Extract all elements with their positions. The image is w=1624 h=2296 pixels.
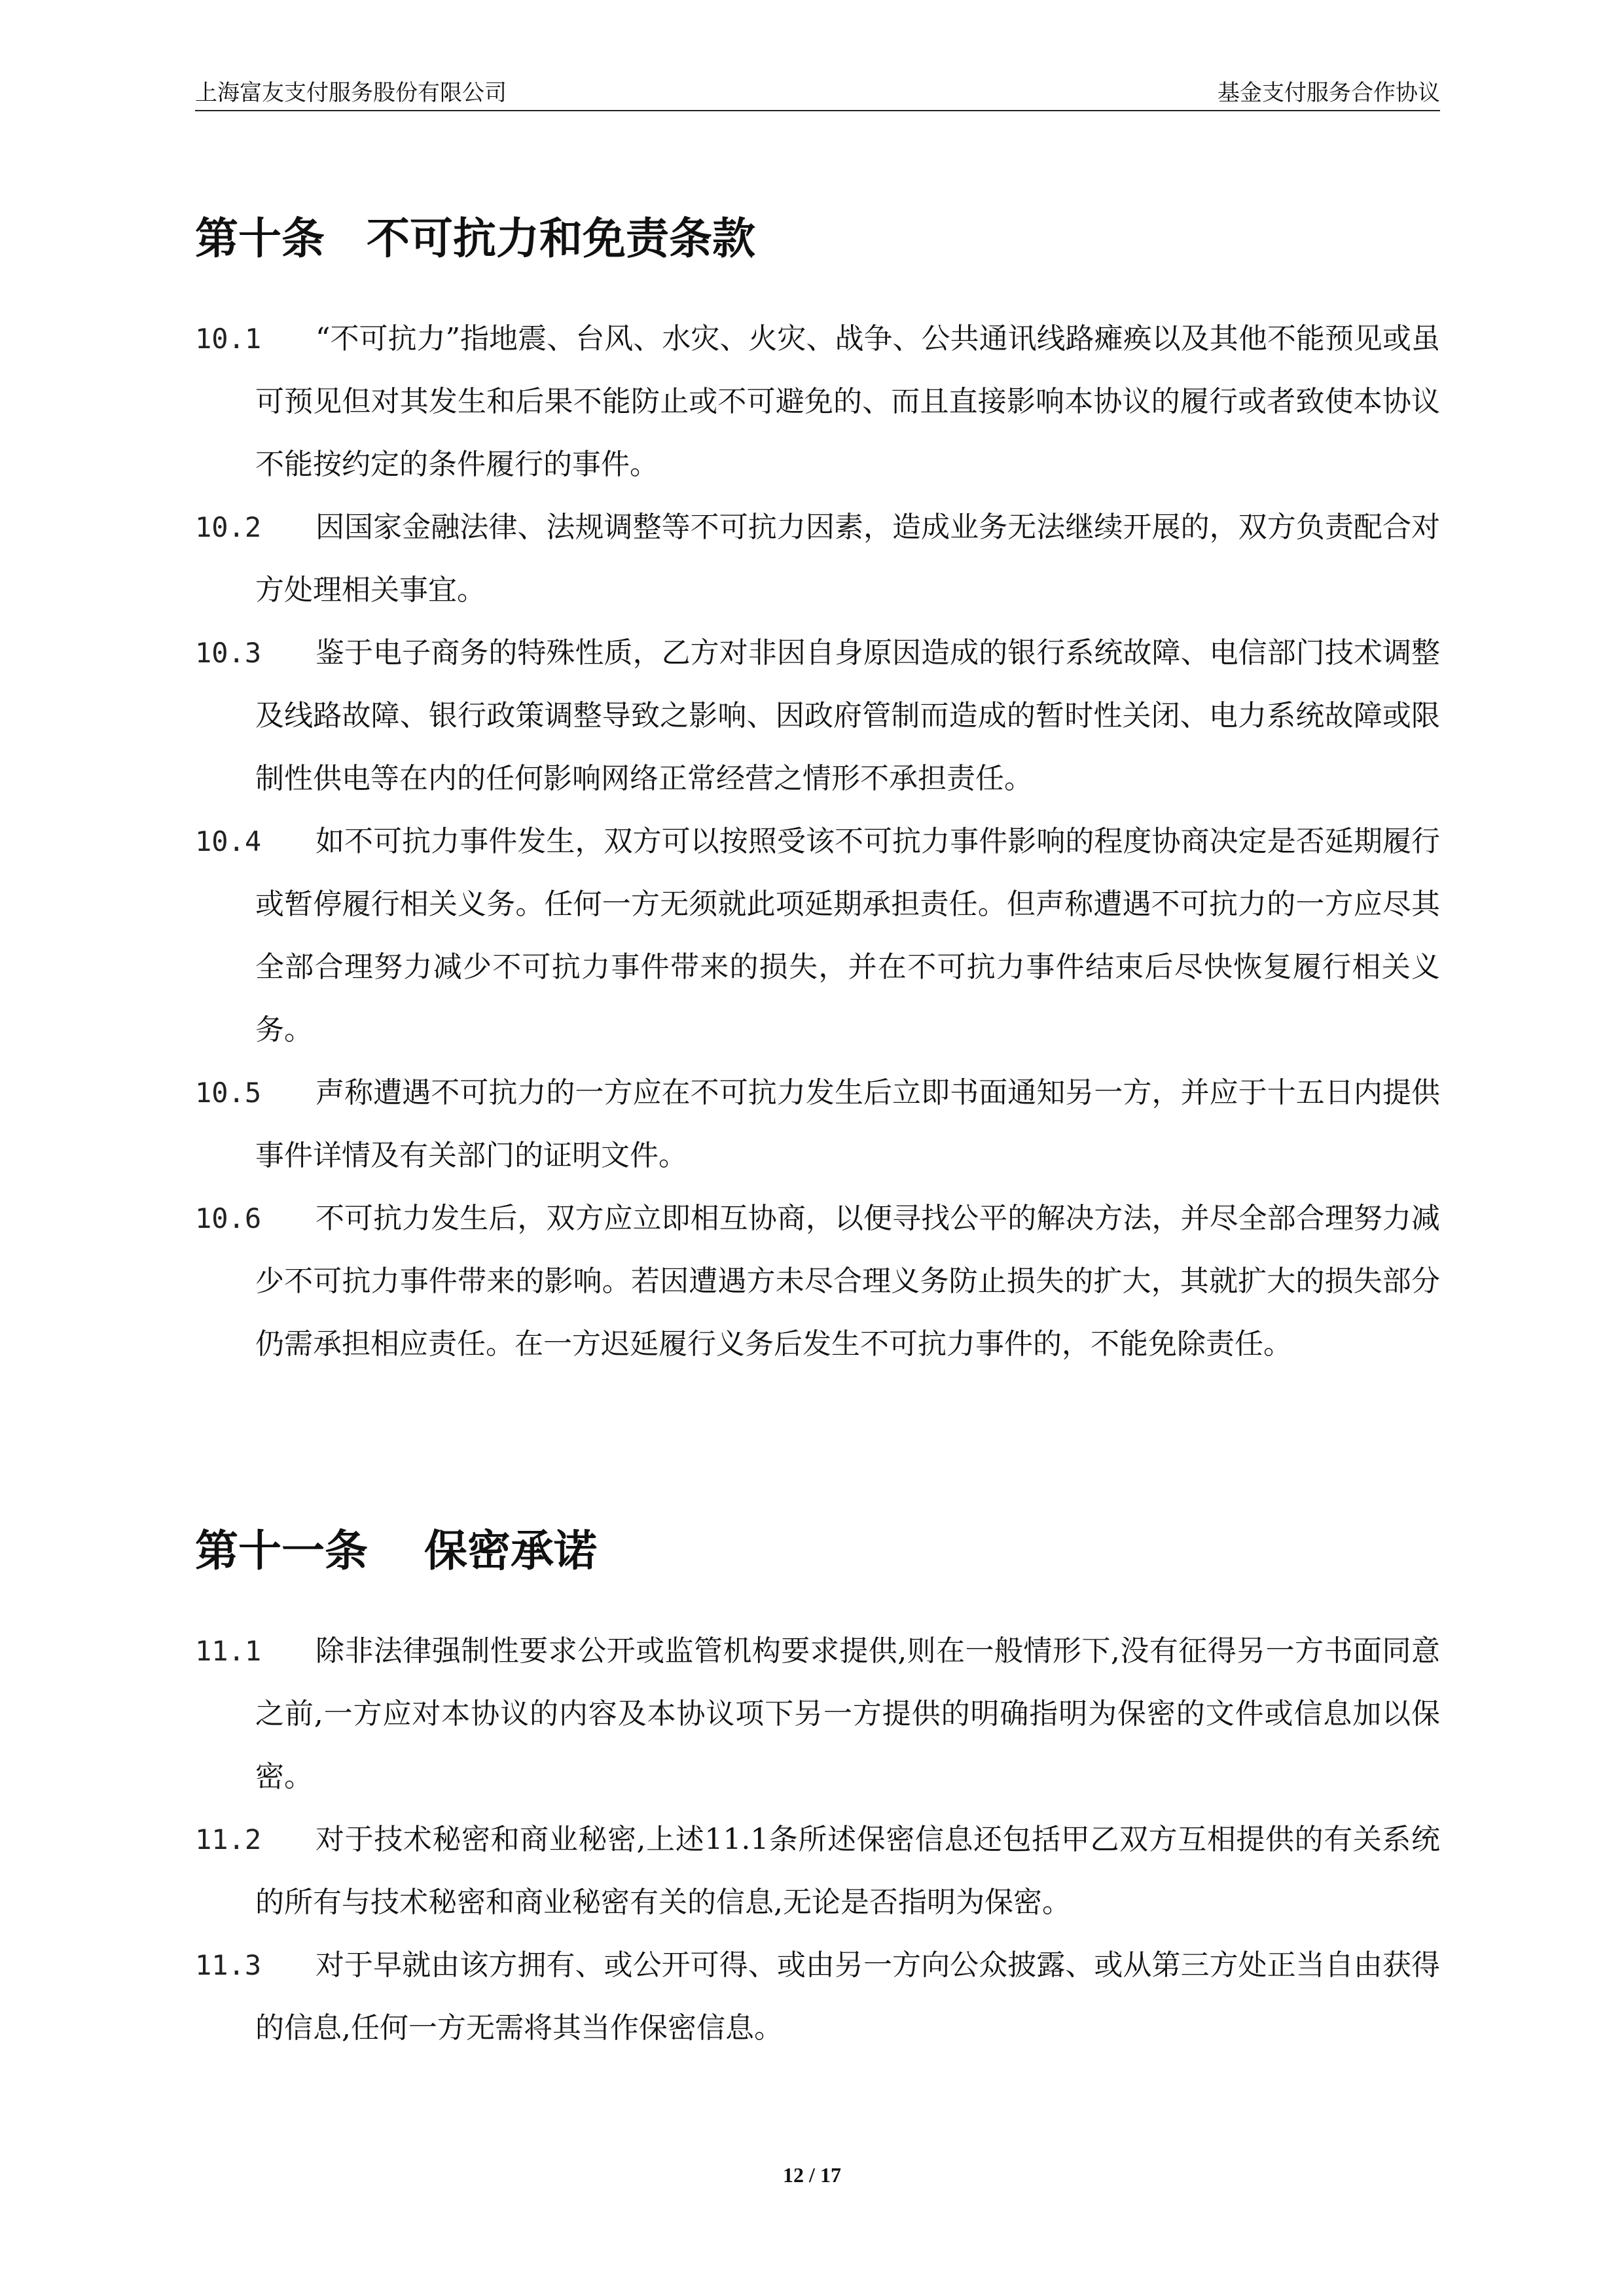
- clause-11-1: [195, 1620, 1440, 1808]
- clause-10-3: [195, 622, 1440, 810]
- clause-text: 除非法律强制性要求公开或监管机构要求提供,则在一般情形下,没有征得另一方书面同意之前,一方应对本协议的内容及本协议项下另一方提供的明确指明为保密的文件或信息加以保密。: [255, 1634, 1440, 1793]
- clause-number: 10.6: [195, 1202, 262, 1234]
- header-company: 上海富友支付服务股份有限公司: [195, 80, 507, 106]
- clause-text: 如不可抗力事件发生，双方可以按照受该不可抗力事件影响的程度协商决定是否延期履行或暂停履行相关义务。任何一方无须就此项延期承担责任。但声称遭遇不可抗力的一方应尽其全部合理努力减少不可抗力事件带来的损失，并在不可抗力事件结束后尽快恢复履行相关义务。: [255, 825, 1440, 1047]
- clause-number: 10.3: [195, 637, 262, 669]
- clause-text: 对于技术秘密和商业秘密,上述11.1条所述保密信息还包括甲乙双方互相提供的有关系统的所有与技术秘密和商业秘密有关的信息,无论是否指明为保密。: [255, 1823, 1440, 1919]
- header-doc-title: 基金支付服务合作协议: [1218, 80, 1440, 106]
- page-header: [195, 71, 1440, 111]
- page-number: 12 / 17: [783, 2163, 841, 2187]
- clause-number: 11.2: [195, 1823, 262, 1856]
- section-title: 不可抗力和免责条款: [367, 213, 755, 264]
- clause-number: 11.3: [195, 1949, 262, 1981]
- section-number: 第十条: [195, 213, 325, 264]
- clause-number: 11.1: [195, 1635, 262, 1667]
- clause-11-3: [195, 1934, 1440, 2060]
- clause-10-5: [195, 1062, 1440, 1187]
- clause-text: 因国家金融法律、法规调整等不可抗力因素，造成业务无法继续开展的，双方负责配合对方处理相关事宜。: [255, 511, 1440, 607]
- section-heading-10: [195, 213, 755, 265]
- section-title: 保密承诺: [424, 1526, 597, 1576]
- clause-text: 鉴于电子商务的特殊性质，乙方对非因自身原因造成的银行系统故障、电信部门技术调整及线路故障、银行政策调整导致之影响、因政府管制而造成的暂时性关闭、电力系统故障或限制性供电等在内的任何影响网络正常经营之情形不承担责任。: [255, 636, 1440, 795]
- clause-text: 声称遭遇不可抗力的一方应在不可抗力发生后立即书面通知另一方，并应于十五日内提供事件详情及有关部门的证明文件。: [255, 1076, 1440, 1172]
- clause-text: 对于早就由该方拥有、或公开可得、或由另一方向公众披露、或从第三方处正当自由获得的信息,任何一方无需将其当作保密信息。: [255, 1948, 1440, 2045]
- clause-number: 10.4: [195, 825, 262, 857]
- section-number: 第十一条: [195, 1526, 368, 1576]
- clause-10-4: [195, 810, 1440, 1062]
- clause-number: 10.2: [195, 511, 262, 543]
- section-heading-11: [195, 1525, 597, 1577]
- clause-10-2: [195, 496, 1440, 622]
- clause-number: 10.5: [195, 1077, 262, 1109]
- clause-11-2: [195, 1808, 1440, 1934]
- clause-text: “不可抗力”指地震、台风、水灾、火灾、战争、公共通讯线路瘫痪以及其他不能预见或虽可预见但对其发生和后果不能防止或不可避免的、而且直接影响本协议的履行或者致使本协议不能按约定的条件履行的事件。: [255, 322, 1440, 481]
- clause-text: 不可抗力发生后，双方应立即相互协商，以便寻找公平的解决方法，并尽全部合理努力减少不可抗力事件带来的影响。若因遭遇方未尽合理义务防止损失的扩大，其就扩大的损失部分仍需承担相应责任。在一方迟延履行义务后发生不可抗力事件的，不能免除责任。: [255, 1202, 1440, 1361]
- clause-10-6: [195, 1187, 1440, 1376]
- clause-number: 10.1: [195, 323, 262, 355]
- clause-10-1: [195, 308, 1440, 496]
